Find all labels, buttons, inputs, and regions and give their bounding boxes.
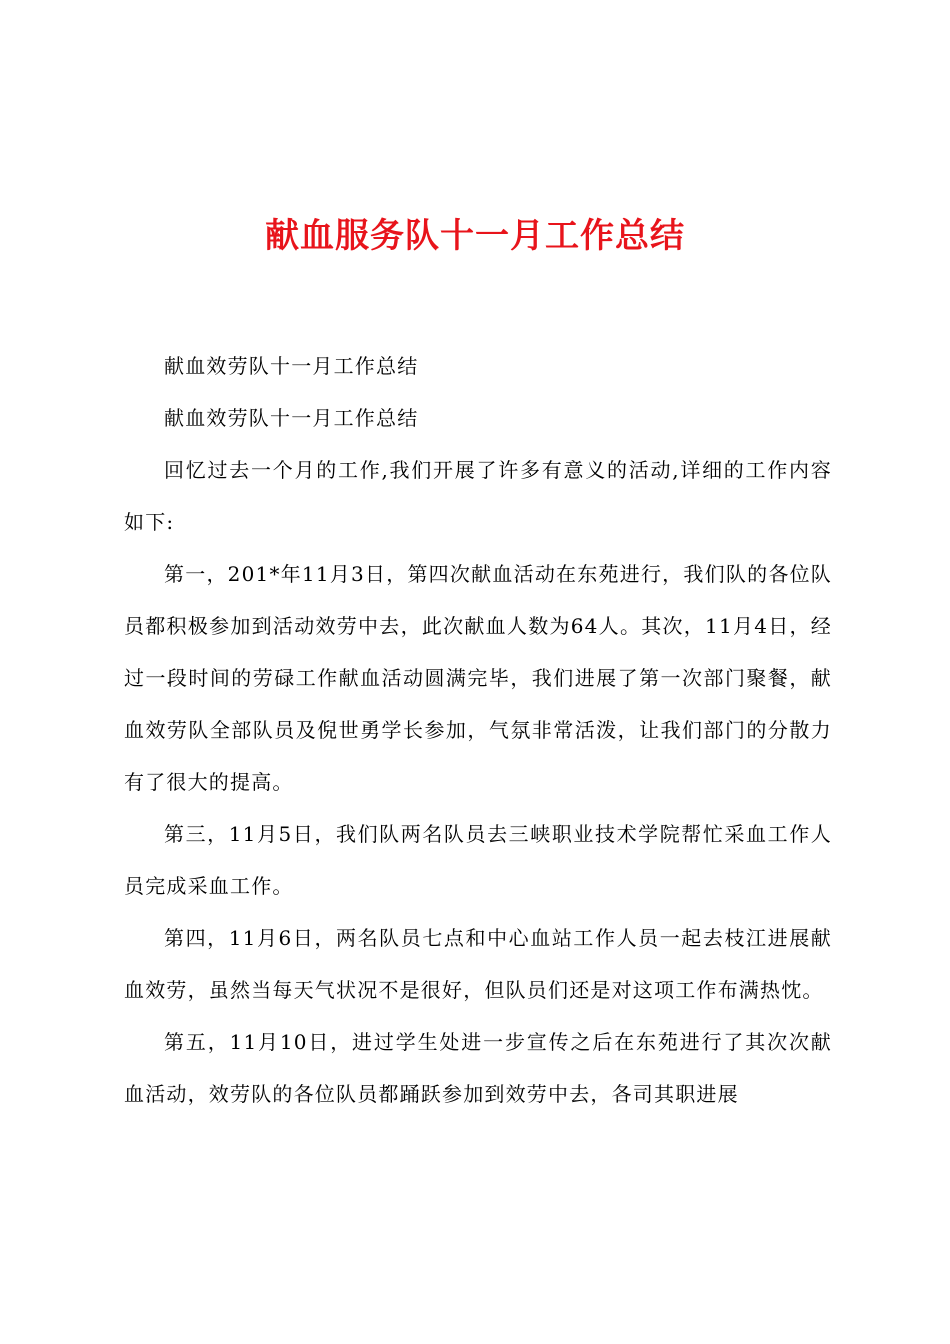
paragraph-intro: 回忆过去一个月的工作,我们开展了许多有意义的活动,详细的工作内容如下:	[124, 458, 832, 534]
paragraph-fifth: 第五，11月10日，进过学生处进一步宣传之后在东苑进行了其次次献血活动，效劳队的各位队员都踊跃参加到效劳中去，各司其职进展	[124, 1030, 832, 1106]
paragraph-heading-1: 献血效劳队十一月工作总结	[164, 354, 419, 378]
paragraph-third: 第三，11月5日，我们队两名队员去三峡职业技术学院帮忙采血工作人员完成采血工作。	[124, 822, 832, 898]
document-body	[124, 340, 832, 1120]
paragraph-fourth: 第四，11月6日，两名队员七点和中心血站工作人员一起去枝江进展献血效劳，虽然当每天气状况不是很好，但队员们还是对这项工作布满热忱。	[124, 926, 832, 1002]
paragraph-heading-2: 献血效劳队十一月工作总结	[164, 406, 419, 430]
document-title: 献血服务队十一月工作总结	[265, 216, 685, 256]
paragraph-first: 第一，201*年11月3日，第四次献血活动在东苑进行，我们队的各位队员都积极参加到活动效劳中去，此次献血人数为64人。其次，11月4日，经过一段时间的劳碌工作献血活动圆满完毕，我们进展了第一次部门聚餐，献血效劳队全部队员及倪世勇学长参加，气氛非常活泼，让我们部门的分散力有了很大的提高。	[124, 562, 832, 794]
